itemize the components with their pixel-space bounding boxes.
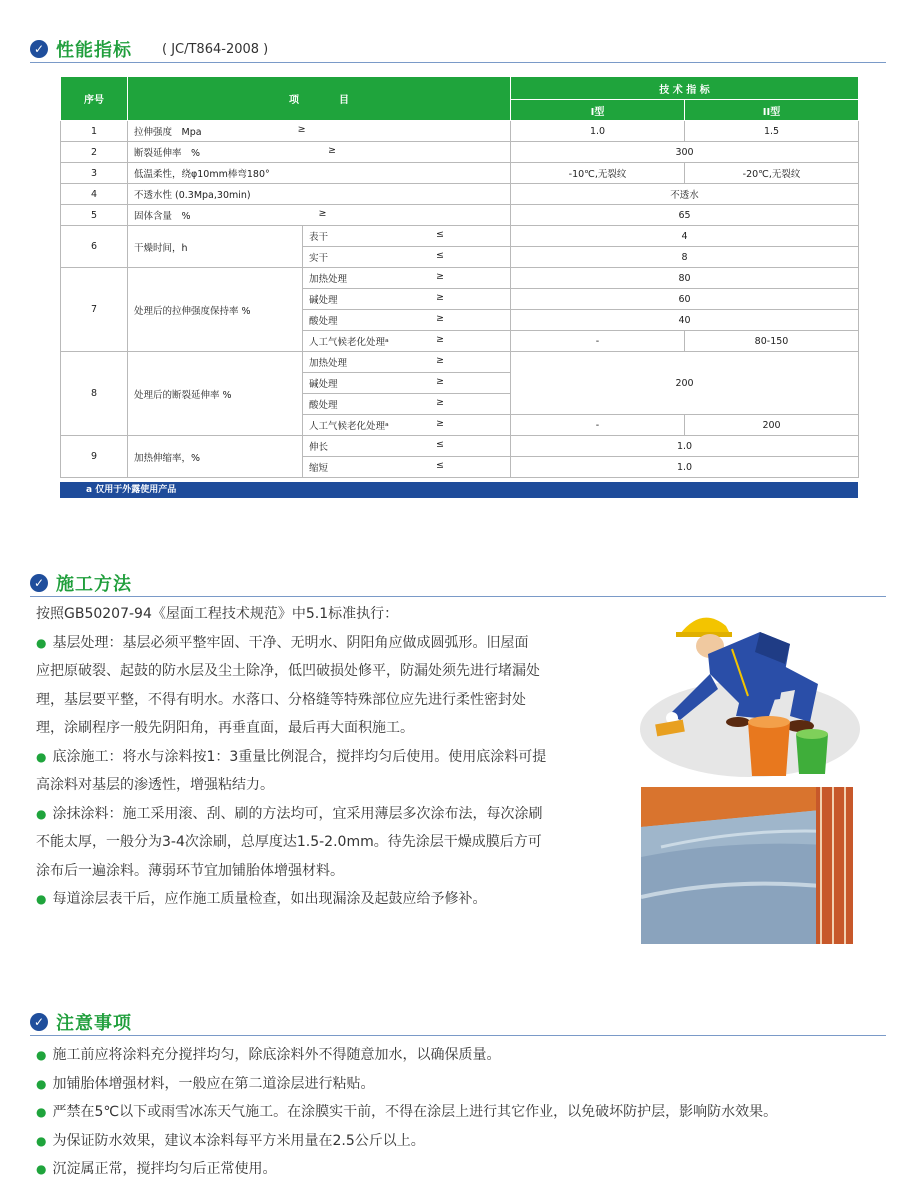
section-title: 性能指标 (56, 40, 132, 61)
row-value: 4 (511, 226, 859, 247)
row-value: 1.0 (511, 121, 685, 142)
worker-illustration (640, 604, 860, 780)
header-no: 序号 (61, 77, 128, 121)
bullet-icon: ● (36, 806, 47, 821)
bullet-icon: ● (36, 892, 47, 906)
row-item: 加热伸缩率，% (128, 436, 303, 478)
row-no: 6 (61, 226, 128, 268)
table-row (61, 184, 859, 205)
table-row (61, 352, 859, 373)
bullet-icon: ● (36, 635, 47, 650)
header-tech: 技 术 指 标 (511, 77, 859, 100)
list-item: ● 加铺胎体增强材料，一般应在第二道涂层进行粘贴。 (36, 1075, 375, 1092)
row-value: 1.0 (511, 436, 859, 457)
row-no: 9 (61, 436, 128, 478)
spec-section-header (30, 36, 268, 62)
row-item: 不透水性 (0.3Mpa,30min) (128, 184, 511, 205)
table-row (61, 226, 859, 247)
bullet-icon: ● (36, 1048, 47, 1062)
row-no: 1 (61, 121, 128, 142)
bullet-icon: ● (36, 1076, 47, 1091)
paragraph-line: ● 每道涂层表干后，应作施工质量检查，如出现漏涂及起鼓应给予修补。 (36, 891, 487, 907)
list-item: ● 为保证防水效果，建议本涂料每平方米用量在2.5公斤以上。 (36, 1132, 425, 1149)
row-no: 4 (61, 184, 128, 205)
paragraph-line: 高涂料对基层的渗透性，增强粘结力。 (36, 777, 274, 793)
section-subtitle: ( JC/T864-2008 ) (162, 41, 269, 57)
check-icon: ✓ (30, 1013, 48, 1031)
row-value: - (511, 331, 685, 352)
row-value: 1.0 (511, 457, 859, 478)
bullet-icon: ● (36, 1162, 47, 1176)
table-row (61, 163, 859, 184)
row-subitem: 实干 ≤ (303, 247, 511, 268)
table-row (61, 436, 859, 457)
paragraph-line: 应把原破裂、起鼓的防水层及尘土除净，低凹破损处修平，防漏处须先进行堵漏处 (36, 663, 540, 679)
row-value: 40 (511, 310, 859, 331)
row-value: 60 (511, 289, 859, 310)
row-value: -10℃,无裂纹 (511, 163, 685, 184)
row-value: 不透水 (511, 184, 859, 205)
row-subitem: 碱处理 ≥ (303, 289, 511, 310)
notes-section-header (30, 1009, 132, 1035)
row-subitem: 酸处理 ≥ (303, 310, 511, 331)
row-value: 1.5 (685, 121, 859, 142)
paragraph-line: ● 涂抹涂料：施工采用滚、刮、刷的方法均可，宜采用薄层多次涂布法，每次涂刷 (36, 805, 543, 822)
section-title: 施工方法 (56, 574, 132, 595)
construction-text (36, 600, 608, 914)
intro-line: 按照GB50207-94《屋面工程技术规范》中5.1标准执行： (36, 606, 399, 622)
row-subitem: 表干 ≤ (303, 226, 511, 247)
table-header-row (61, 77, 859, 100)
paragraph-line: 理，基层要平整，不得有明水。水落口、分格缝等特殊部位应先进行柔性密封处 (36, 691, 526, 708)
section-title: 注意事项 (56, 1013, 132, 1034)
paragraph-line: 理，涂刷程序一般先阴阳角，再垂直面，最后再大面积施工。 (36, 720, 414, 736)
table-row (61, 121, 859, 142)
spec-table (60, 76, 859, 478)
row-value: 200 (685, 415, 859, 436)
row-item: 处理后的拉伸强度保持率 % (128, 268, 303, 352)
table-row (61, 268, 859, 289)
row-item: 干燥时间，h (128, 226, 303, 268)
paragraph-line: 不能太厚，一般分为3-4次涂刷，总厚度达1.5-2.0mm。待先涂层干燥成膜后方可 (36, 834, 542, 850)
check-icon: ✓ (30, 574, 48, 592)
row-subitem: 缩短 ≤ (303, 457, 511, 478)
row-subitem: 加热处理 ≥ (303, 352, 511, 373)
row-value: 300 (511, 142, 859, 163)
row-item: 断裂延伸率 % ≥ (128, 142, 511, 163)
row-value: 200 (511, 352, 859, 415)
paragraph-line: 涂布后一遍涂料。薄弱环节宜加铺胎体增强材料。 (36, 862, 344, 879)
check-icon: ✓ (30, 40, 48, 58)
header-type1: I型 (511, 100, 685, 121)
paragraph-line: ● 基层处理：基层必须平整牢固、干净、无明水、阴阳角应做成圆弧形。旧屋面 (36, 634, 529, 651)
row-item: 拉伸强度 Mpa ≥ (128, 121, 511, 142)
row-no: 3 (61, 163, 128, 184)
row-value: 80-150 (685, 331, 859, 352)
row-subitem: 人工气候老化处理ᵃ ≥ (303, 415, 511, 436)
row-subitem: 酸处理 ≥ (303, 394, 511, 415)
list-item: ● 施工前应将涂料充分搅拌均匀，除底涂料外不得随意加水，以确保质量。 (36, 1047, 501, 1063)
table-footnote: a 仅用于外露使用产品 (60, 482, 858, 498)
section-divider (30, 596, 886, 597)
bullet-icon: ● (36, 1133, 47, 1148)
paragraph-line: ● 底涂施工：将水与涂料按1：3重量比例混合，搅拌均匀后使用。使用底涂料可提 (36, 748, 547, 765)
bullet-icon: ● (36, 749, 47, 764)
row-value: 8 (511, 247, 859, 268)
row-value: - (511, 415, 685, 436)
row-value: -20℃,无裂纹 (685, 163, 859, 184)
list-item: ● 沉淀属正常，搅拌均匀后正常使用。 (36, 1161, 277, 1177)
table-row (61, 205, 859, 226)
row-subitem: 加热处理 ≥ (303, 268, 511, 289)
header-type2: II型 (685, 100, 859, 121)
row-no: 7 (61, 268, 128, 352)
construction-section-header (30, 570, 132, 596)
notes-list (36, 1041, 777, 1184)
row-no: 8 (61, 352, 128, 436)
section-divider (30, 62, 886, 63)
row-value: 80 (511, 268, 859, 289)
roof-photo (641, 787, 853, 944)
list-item: ● 严禁在5℃以下或雨雪冰冻天气施工。在涂膜实干前，不得在涂层上进行其它作业，以免破坏防护层，影响防水效果。 (36, 1104, 778, 1120)
row-subitem: 人工气候老化处理ᵃ ≥ (303, 331, 511, 352)
row-no: 2 (61, 142, 128, 163)
row-item: 固体含量 % ≥ (128, 205, 511, 226)
row-value: 65 (511, 205, 859, 226)
row-subitem: 伸长 ≤ (303, 436, 511, 457)
row-item: 处理后的断裂延伸率 % (128, 352, 303, 436)
header-item: 项 目 (128, 77, 511, 121)
row-subitem: 碱处理 ≥ (303, 373, 511, 394)
bullet-icon: ● (36, 1105, 47, 1119)
section-divider (30, 1035, 886, 1036)
table-row (61, 142, 859, 163)
row-item: 低温柔性，绕φ10mm棒弯180° (128, 163, 511, 184)
row-no: 5 (61, 205, 128, 226)
